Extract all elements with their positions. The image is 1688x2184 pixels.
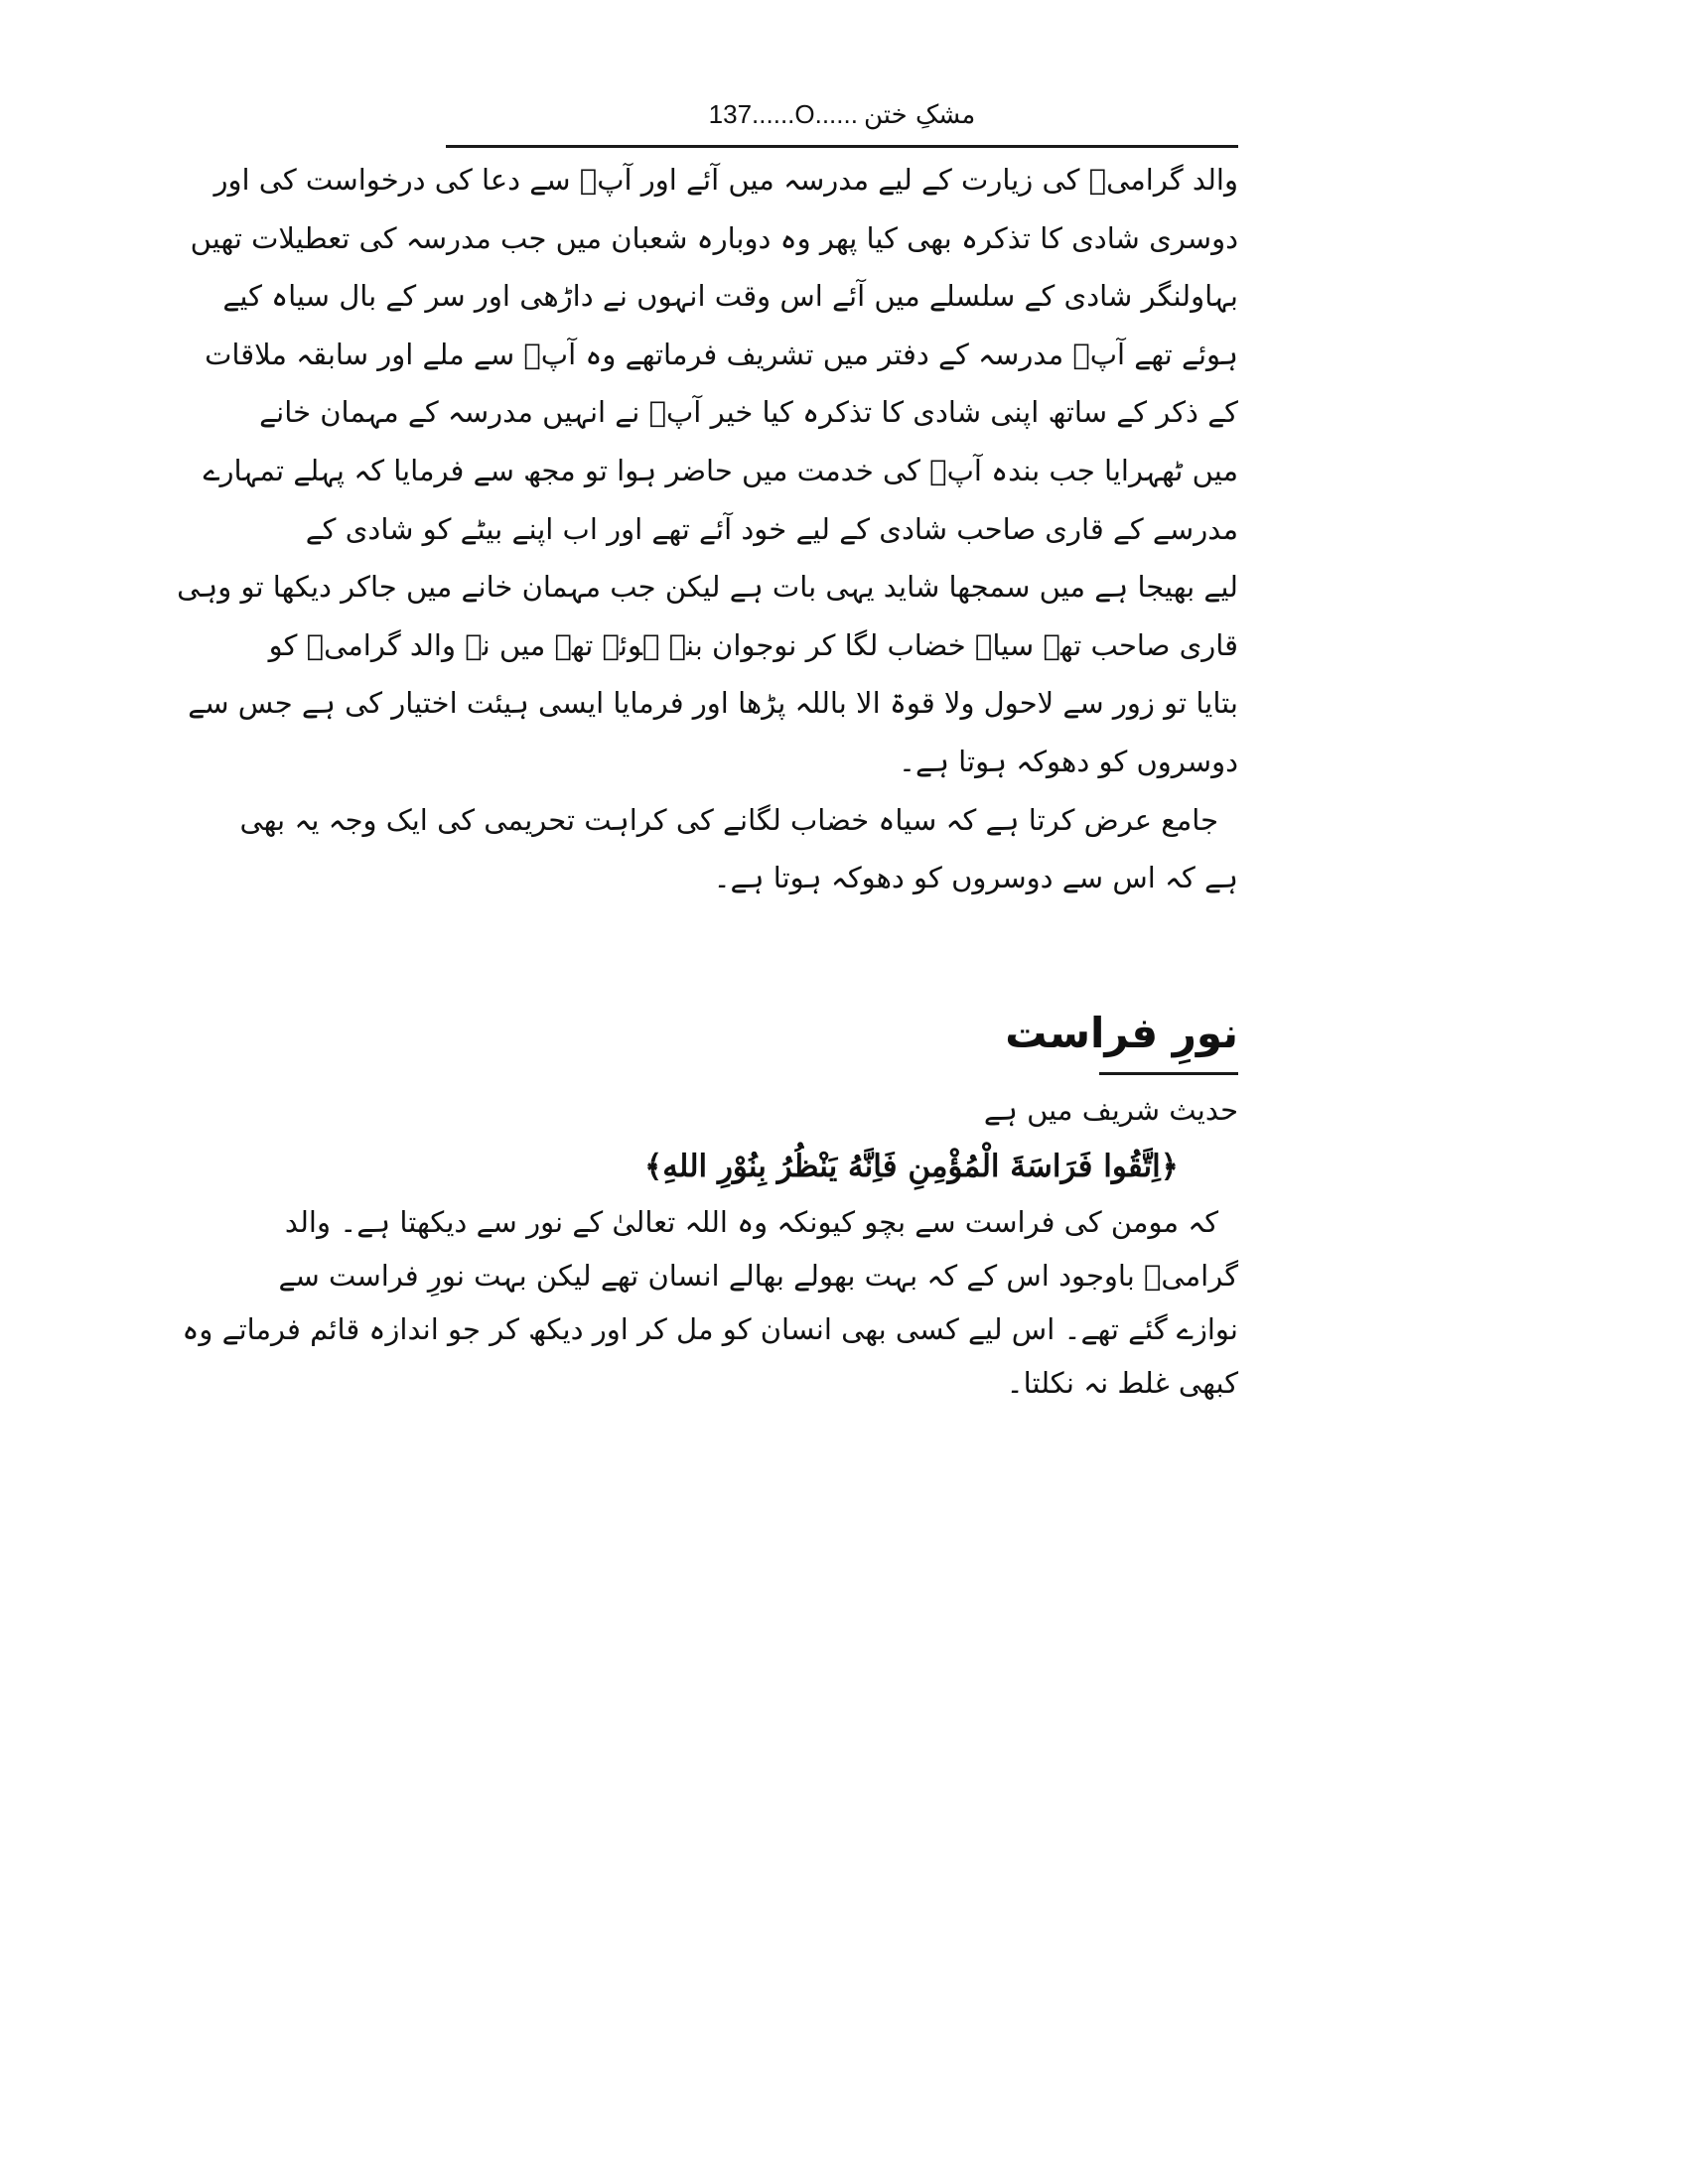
- hadith-quote: ﴿اِتَّقُوا فَرَاسَةَ الْمُؤْمِنِ فَاِنَّهُ يَنْظُرُ بِنُوْرِ اللهِ﴾: [644, 1149, 1179, 1184]
- text-line: بتایا تو زور سے لاحول ولا قوۃ الا باللہ پڑھا اور فرمایا ایسی ہیئت اختیار کی ہے جس سے: [188, 686, 1238, 721]
- text-line: ہے کہ اس سے دوسروں کو دھوکہ ہوتا ہے۔: [713, 861, 1238, 895]
- text-line: بہاولنگر شادی کے سلسلے میں آئے اس وقت انہوں نے داڑھی اور سر کے بال سیاہ کیے: [222, 279, 1238, 314]
- text-line: کہ مومن کی فراست سے بچو کیونکہ وہ اللہ تعالیٰ کے نور سے دیکھتا ہے۔ والد: [284, 1205, 1218, 1239]
- text-line: میں ٹھہرایا جب بندہ آپؒ کی خدمت میں حاضر ہوا تو مجھ سے فرمایا کہ پہلے تمہارے: [203, 453, 1238, 487]
- text-line: گرامیؒ باوجود اس کے کہ بہت بھولے بھالے انسان تھے لیکن بہت نورِ فراست سے: [278, 1259, 1238, 1293]
- text-line: نوازے گئے تھے۔ اس لیے کسی بھی انسان کو مل کر اور دیکھ کر جو اندازہ قائم فرماتے وہ: [182, 1312, 1238, 1346]
- book-title: مشکِ ختن: [863, 100, 976, 130]
- text-line: والد گرامیؒ کی زیارت کے لیے مدرسہ میں آئے اور آپؒ سے دعا کی درخواست کی اور: [213, 163, 1238, 197]
- text-line: لیے بھیجا ہے میں سمجھا شاید یہی بات ہے لیکن جب مہمان خانے میں جاکر دیکھا تو وہی: [177, 570, 1238, 605]
- main-text: [177, 151, 1238, 907]
- text-line: دوسروں کو دھوکہ ہوتا ہے۔: [898, 744, 1238, 778]
- text-line: کبھی غلط نہ نکلتا۔: [1006, 1366, 1238, 1400]
- text-line: کے ذکر کے ساتھ اپنی شادی کا تذکرہ کیا خیر آپؒ نے انہیں مدرسہ کے مہمان خانے: [259, 395, 1238, 430]
- text-line: قاری صاحب تھے سیاہ خضاب لگا کر نوجوان بنے ہوئے تھے میں نے والد گرامیؒ کو: [268, 627, 1238, 662]
- page-header: [446, 94, 1238, 144]
- section-heading: نورِ فراست: [1005, 1009, 1238, 1057]
- header-rule: [446, 145, 1238, 148]
- text-line: ہوئے تھے آپؒ مدرسہ کے دفتر میں تشریف فرماتھے وہ آپؒ سے ملے اور سابقہ ملاقات: [205, 337, 1238, 371]
- heading-underline: [1099, 1072, 1238, 1075]
- page-number: 137: [708, 99, 753, 129]
- text-line: دوسری شادی کا تذکرہ بھی کیا پھر وہ دوبارہ شعبان میں جب مدرسہ کی تعطیلات تھیں: [190, 220, 1238, 255]
- section-text: [182, 1082, 1238, 1410]
- header-separator: ......O......: [752, 99, 858, 129]
- text-line: مدرسے کے قاری صاحب شادی کے لیے خود آئے تھے اور اب اپنے بیٹے کو شادی کے: [305, 511, 1238, 546]
- text-line: جامع عرض کرتا ہے کہ سیاہ خضاب لگانے کی کراہت تحریمی کی ایک وجہ یہ بھی: [239, 802, 1218, 837]
- hadith-intro: حدیث شریف میں ہے: [983, 1093, 1238, 1127]
